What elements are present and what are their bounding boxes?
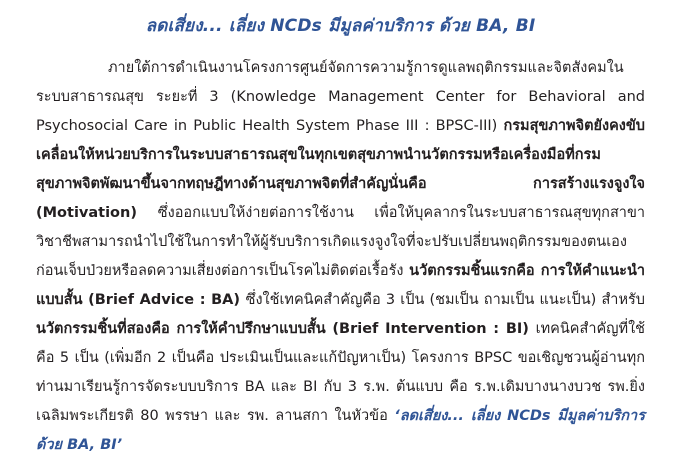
document-body-paragraph [36, 54, 645, 460]
document-title: ลดเสี่ยง... เลี่ยง NCDs มีมูลค่าบริการ ด้วย BA, BI [145, 16, 536, 36]
paragraph-segment-4: นวัตกรรมชิ้นแรกคือ การให้คำแนะนำแบบสั้น (Brief Advice : BA) [36, 262, 645, 308]
paragraph-segment-8-highlight: ‘ลดเสี่ยง... เลี่ยง NCDs มีมูลค่าบริการ ด้วย BA, BI’ [36, 407, 645, 453]
paragraph-segment-1: ภายใต้การดำเนินงานโครงการศูนย์จัดการความรู้การดูแลพฤติกรรมและจิตสังคมในระบบสาธารณสุข ระยะที่ 3 (Knowledge Management Center for Behavioral and Psychosocial Care in Public Health System Phase III : BPSC-III) [36, 59, 645, 134]
paragraph-segment-7: เทคนิคสำคัญที่ใช้คือ 5 เป็น (เพิ่มอีก 2 เป็นคือ ประเมินเป็นและแก้ปัญหาเป็น) โครงการ BPSC ขอเชิญชวนผู้อ่านทุกท่านมาเรียนรู้การจัดระบบบริการ BA และ BI กับ 3 ร.พ. ต้นแบบ คือ ร.พ.เดิมบางนางบวช รพ.ยิ่งเฉลิมพระเกียรติ 80 พรรษา และ รพ. ลานสกา ในหัวข้อ [36, 320, 645, 424]
paragraph-segment-6: นวัตกรรมชิ้นที่สองคือ การให้คำปรึกษาแบบสั้น (Brief Intervention : BI) [36, 320, 536, 337]
paragraph-segment-2: กรมสุขภาพจิตยังคงขับเคลื่อนให้หน่วยบริการในระบบสาธารณสุขในทุกเขตสุขภาพนำนวัตกรรมหรือเครื่องมือที่กรมสุขภาพจิตพัฒนาขึ้นจากทฤษฎีทางด้านสุขภาพจิตที่สำคัญนั่นคือ การสร้างแรงจูงใจ (Motivation) [36, 117, 645, 221]
paragraph-segment-3: ซึ่งออกแบบให้ง่ายต่อการใช้งาน เพื่อให้บุคลากรในระบบสาธารณสุขทุกสาขาวิชาชีพสามารถนำไปใช้ในการทำให้ผู้รับบริการเกิดแรงจูงใจที่จะปรับเปลี่ยนพฤติกรรมของตนเองก่อนเจ็บป่วยหรือลดความเสี่ยงต่อการเป็นโรคไม่ติดต่อเรื้อรัง [36, 204, 645, 279]
paragraph-segment-5: ซึ่งใช้เทคนิคสำคัญคือ 3 เป็น (ชมเป็น ถามเป็น แนะเป็น) สำหรับ [245, 291, 645, 308]
